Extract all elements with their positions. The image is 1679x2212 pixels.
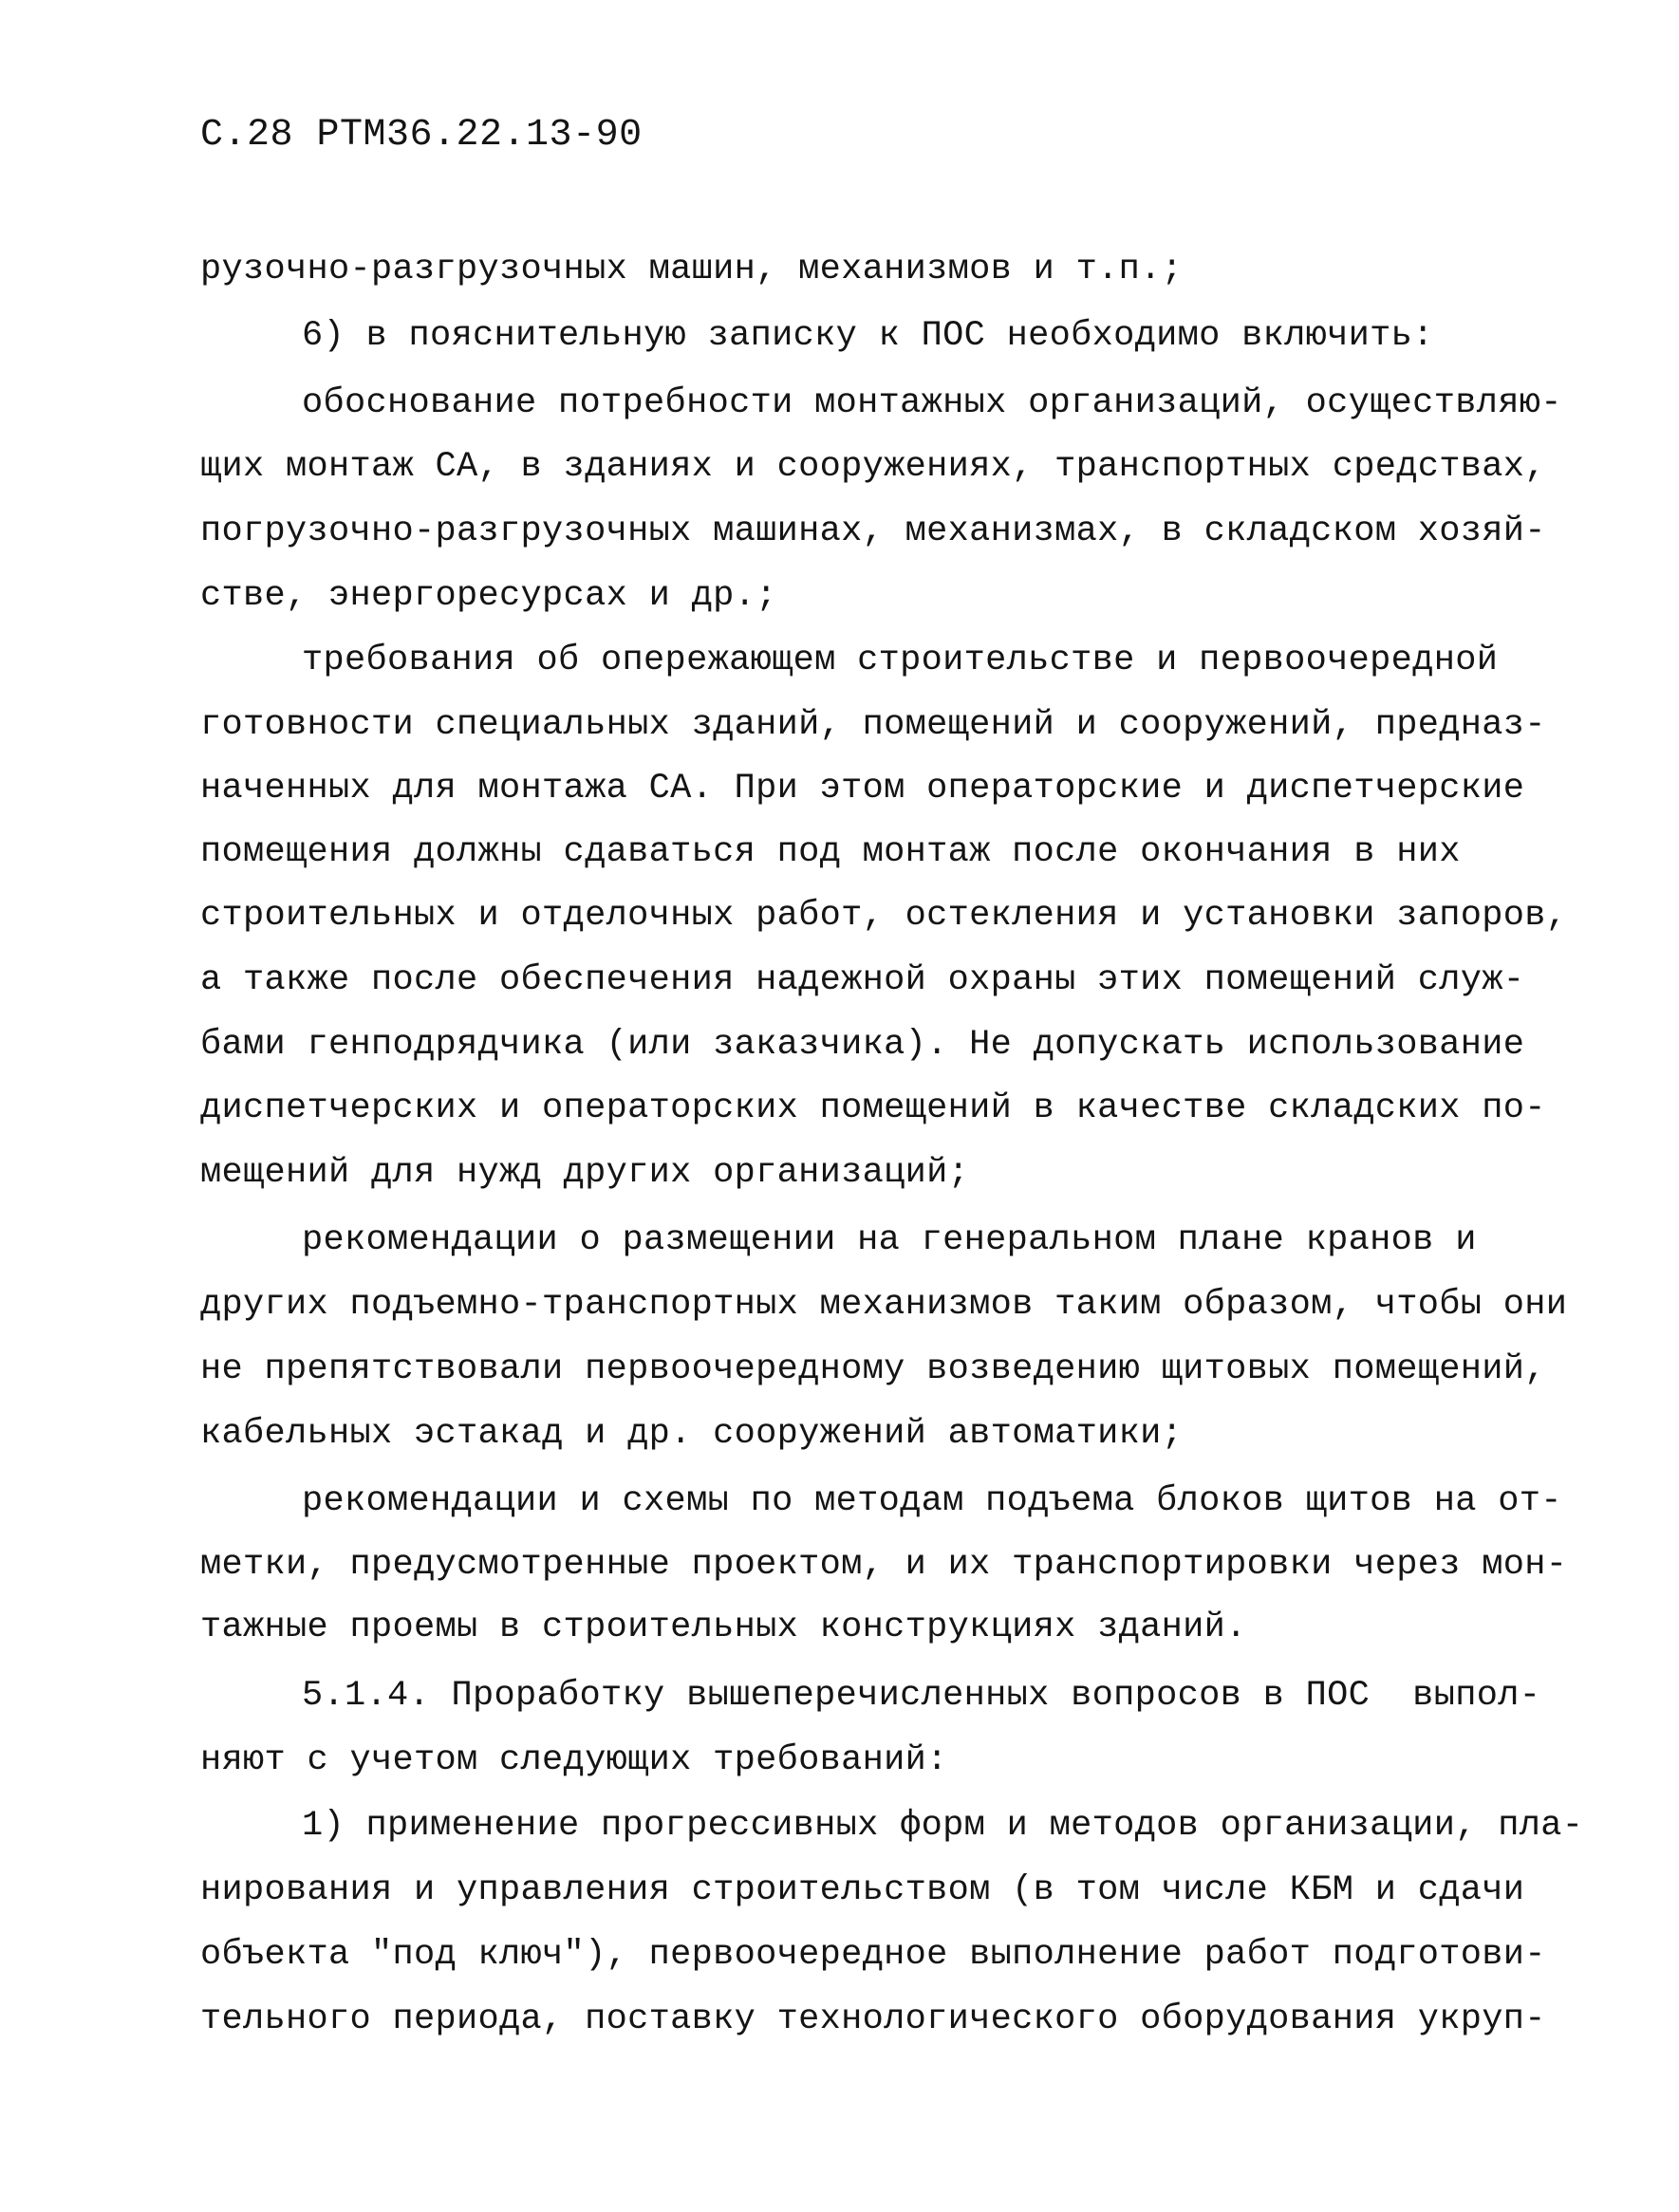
text-line: диспетчерских и операторских помещений в качестве складских по- xyxy=(200,1088,1546,1128)
text-line: рекомендации о размещении на генеральном плане кранов и xyxy=(302,1220,1477,1260)
text-line: рекомендации и схемы по методам подъема блоков щитов на от- xyxy=(302,1481,1562,1521)
text-line: рузочно-разгрузочных машин, механизмов и т.п.; xyxy=(200,250,1184,289)
text-line: стве, энергоресурсах и др.; xyxy=(200,576,777,616)
text-line: метки, предусмотренные проектом, и их транспортировки через мон- xyxy=(200,1545,1568,1585)
text-line: нирования и управления строительством (в том числе КБМ и сдачи xyxy=(200,1870,1525,1910)
text-line: бами генподрядчика (или заказчика). Не допускать использование xyxy=(200,1025,1525,1065)
text-line: щих монтаж СА, в зданиях и сооружениях, транспортных средствах, xyxy=(200,447,1546,487)
text-line: а также после обеспечения надежной охраны этих помещений служ- xyxy=(200,960,1525,1000)
text-line: других подъемно-транспортных механизмов таким образом, чтобы они xyxy=(200,1285,1568,1325)
text-line: помещения должны сдаваться под монтаж после окончания в них xyxy=(200,832,1461,872)
text-line: погрузочно-разгрузочных машинах, механизмах, в складском хозяй- xyxy=(200,511,1546,551)
text-line: наченных для монтажа СА. При этом операторские и диспетчерские xyxy=(200,769,1525,809)
text-line: тельного периода, поставку технологического оборудования укруп- xyxy=(200,1999,1546,2039)
text-line: няют с учетом следующих требований: xyxy=(200,1740,948,1780)
text-line: объекта "под ключ"), первоочередное выполнение работ подготови- xyxy=(200,1935,1546,1975)
text-line: 5.1.4. Проработку вышеперечисленных вопросов в ПОС выпол- xyxy=(302,1676,1541,1716)
text-line: строительных и отделочных работ, остекления и установки запоров, xyxy=(200,896,1568,936)
text-line: 1) применение прогрессивных форм и методов организации, пла- xyxy=(302,1806,1584,1846)
text-line: мещений для нужд других организаций; xyxy=(200,1153,970,1193)
text-line: тажные проемы в строительных конструкциях зданий. xyxy=(200,1608,1247,1647)
text-line: 6) в пояснительную записку к ПОС необходимо включить: xyxy=(302,316,1434,356)
text-line: готовности специальных зданий, помещений и сооружений, предназ- xyxy=(200,705,1546,745)
text-line: не препятствовали первоочередному возведению щитовых помещений, xyxy=(200,1349,1546,1389)
page-header: С.28 РТМ36.22.13-90 xyxy=(200,114,643,157)
text-line: кабельных эстакад и др. сооружений автоматики; xyxy=(200,1414,1184,1454)
text-line: обоснование потребности монтажных организаций, осуществляю- xyxy=(302,383,1562,423)
text-line: требования об опережающем строительстве и первоочередной xyxy=(302,641,1499,680)
